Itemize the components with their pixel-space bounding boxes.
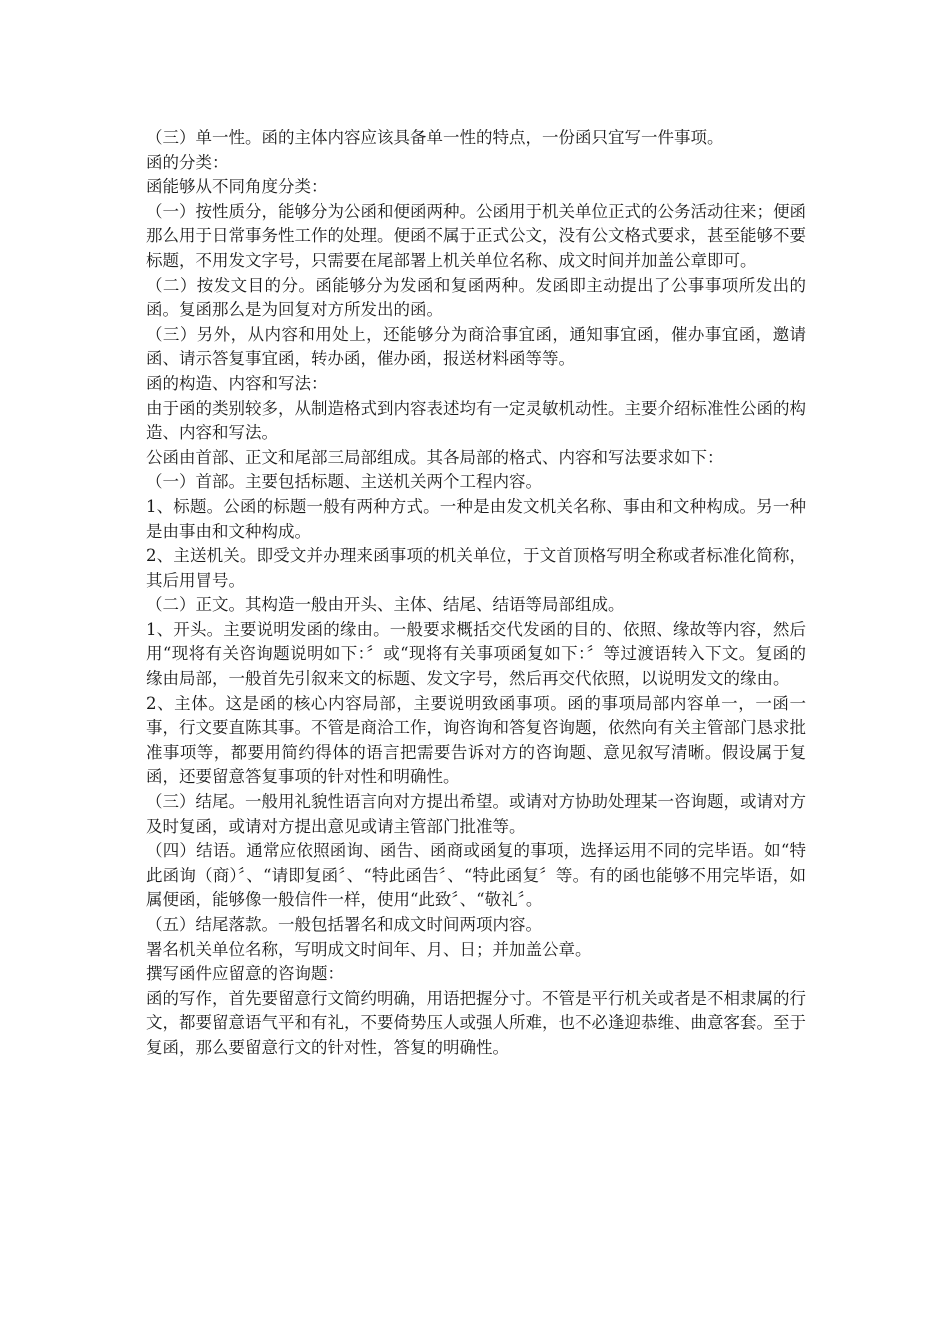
paragraph-signature: （五）结尾落款。一般包括署名和成文时间两项内容。 xyxy=(146,915,542,934)
paragraph-recipient: 2、主送机关。即受文并办理来函事项的机关单位，于文首顶格写明全称或者标准化简称，其后用冒号。 xyxy=(146,546,806,590)
paragraph-body-section: （二）正文。其构造一般由开头、主体、结尾、结语等局部组成。 xyxy=(146,595,625,615)
paragraph-by-nature: （一）按性质分，能够分为公函和便函两种。公函用于机关单位正式的公务活动往来；便函那么用于日常事务性工作的处理。便函不属于正式公文，没有公文格式要求，甚至能够不要标题，不用发文字号，只需要在尾部署上机关单位名称、成文时间并加盖公章即可。 xyxy=(146,201,806,270)
paragraph-main-body: 2、主体。这是函的核心内容局部，主要说明致函事项。函的事项局部内容单一，一函一事，行文要直陈其事。不管是商洽工作，询咨询和答复咨询题，依然向有关主管部门恳求批准事项等，都要用简约得体的语言把需要告诉对方的咨询题、意见叙写清晰。假设属于复函，还要留意答复事项的针对性和明确性。 xyxy=(146,693,806,787)
paragraph-title: 1、标题。公函的标题一般有两种方式。一种是由发文机关名称、事由和文种构成。另一种是由事由和文种构成。 xyxy=(146,496,806,541)
paragraph-three-parts: 公函由首部、正文和尾部三局部组成。其各局部的格式、内容和写法要求如下： xyxy=(146,447,724,467)
paragraph-opening: 1、开头。主要说明发函的缘由。一般要求概括交代发函的目的、依照、缘故等内容，然后用“现将有关咨询题说明如下：〞或“现将有关事项函复如下：〞等过渡语转入下文。复函的缘由局部，一般首先引叙来文的标题、发文字号，然后再交代依照，以说明发文的缘由。 xyxy=(146,619,806,689)
paragraph-signature-detail: 署名机关单位名称，写明成文时间年、月、日；并加盖公章。 xyxy=(146,939,592,959)
paragraph-closing-words: （四）结语。通常应依照函询、函告、函商或函复的事项，选择运用不同的完毕语。如“特此函询（商）〞、“请即复函〞、“特此函告〞、“特此函复〞等。有的函也能够不用完毕语，如属便函，能够像一般信件一样，使用“此致〞、“敬礼〞。 xyxy=(146,841,806,910)
paragraph-classification-intro: 函能够从不同角度分类： xyxy=(146,177,328,197)
paragraph-notes: 函的写作，首先要留意行文简约明确，用语把握分寸。不管是平行机关或者是不相隶属的行文，都要留意语气平和有礼，不要倚势压人或强人所难，也不必逢迎恭维、曲意客套。至于复函，那么要留意行文的针对性，答复的明确性。 xyxy=(146,988,806,1057)
heading-structure: 函的构造、内容和写法： xyxy=(146,373,328,393)
paragraph-header-section: （一）首部。主要包括标题、主送机关两个工程内容。 xyxy=(146,472,542,492)
paragraph-ending: （三）结尾。一般用礼貌性语言向对方提出希望。或请对方协助处理某一咨询题，或请对方及时复函，或请对方提出意见或请主管部门批准等。 xyxy=(146,792,806,836)
paragraph-by-purpose: （二）按发文目的分。函能够分为发函和复函两种。发函即主动提出了公事事项所发出的函。复函那么是为回复对方所发出的函。 xyxy=(146,275,806,320)
paragraph-by-content: （三）另外，从内容和用处上，还能够分为商洽事宜函，通知事宜函，催办事宜函，邀请函、请示答复事宜函，转办函，催办函，报送材料函等等。 xyxy=(146,324,806,369)
heading-notes: 撰写函件应留意的咨询题： xyxy=(146,964,344,984)
document-body xyxy=(146,126,806,1061)
heading-classification: 函的分类： xyxy=(146,152,229,172)
paragraph-structure-intro: 由于函的类别较多，从制造格式到内容表述均有一定灵敏机动性。主要介绍标准性公函的构造、内容和写法。 xyxy=(146,398,806,443)
paragraph-singularity: （三）单一性。函的主体内容应该具备单一性的特点，一份函只宜写一件事项。 xyxy=(146,128,724,147)
